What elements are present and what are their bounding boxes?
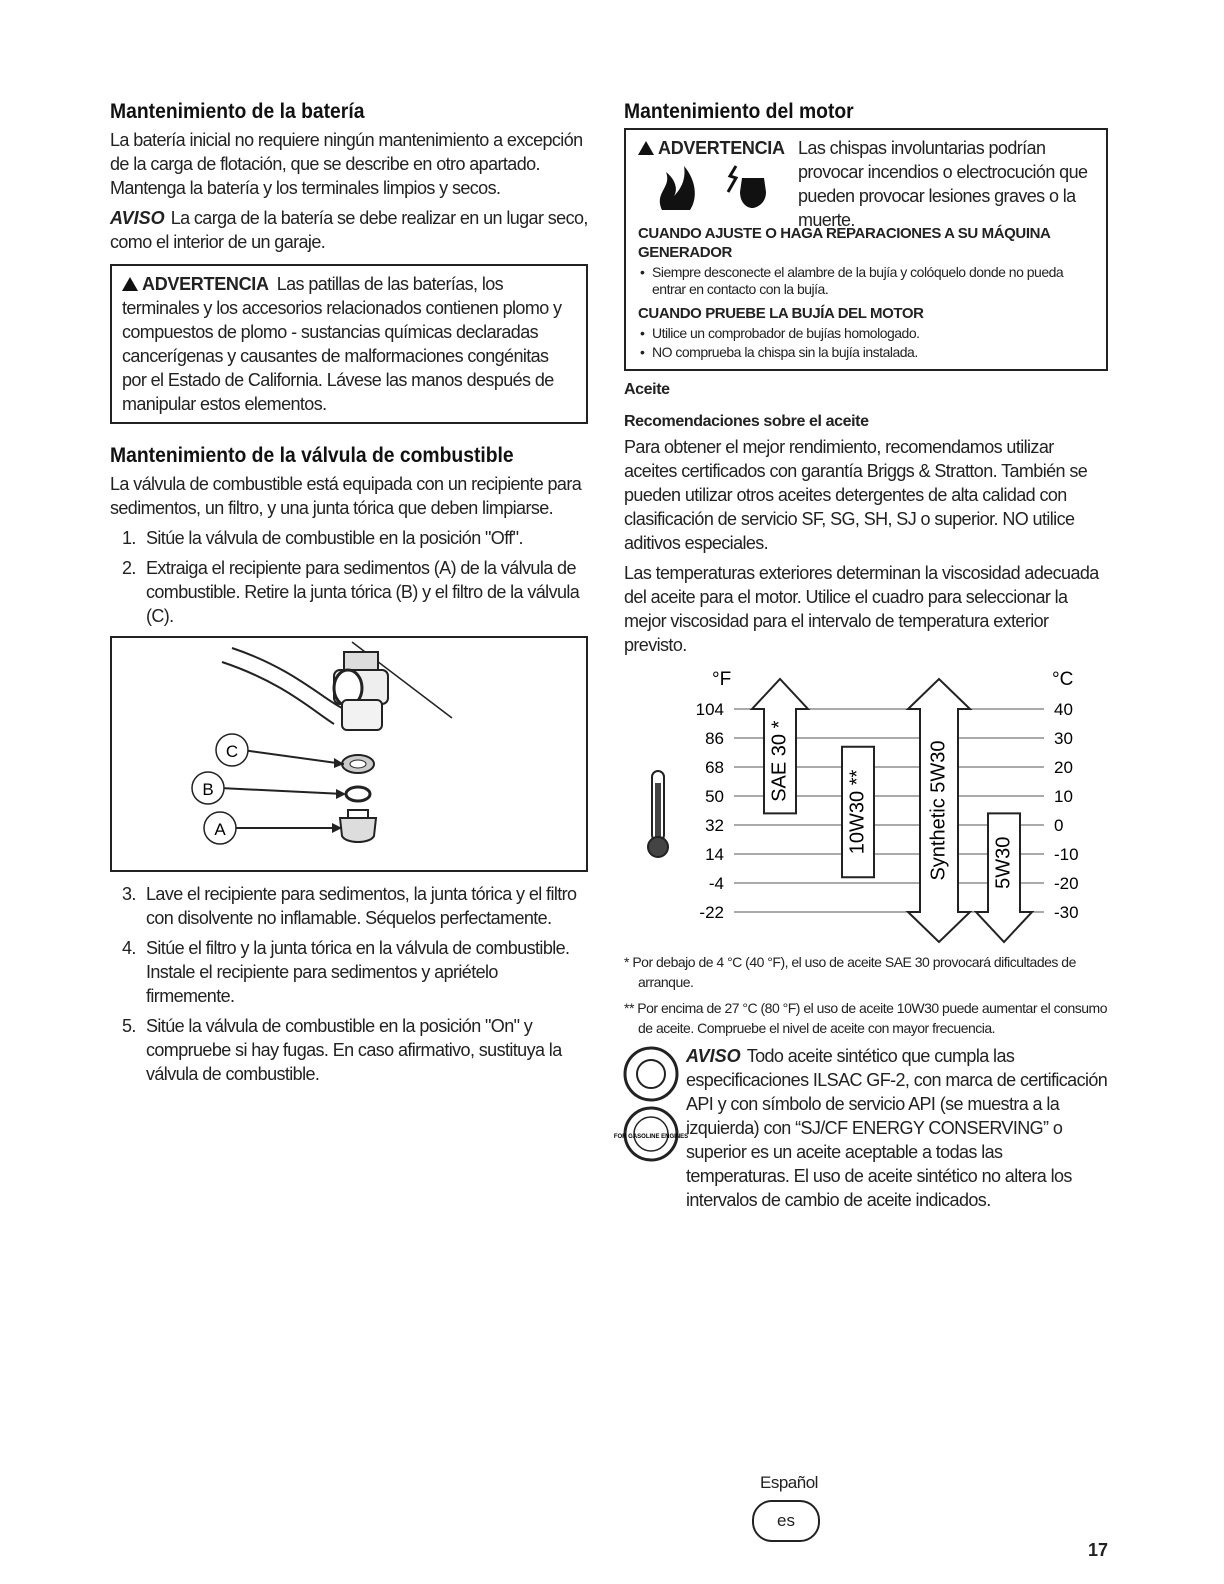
range-label: 10W30 **	[846, 769, 869, 855]
fire-shock-icons	[652, 162, 772, 214]
valve-steps-1	[110, 526, 588, 628]
label-b: B	[202, 780, 214, 799]
f-tick-label: -4	[708, 874, 724, 893]
battery-title: Mantenimiento de la batería	[110, 100, 365, 123]
valve-title: Mantenimiento de la válvula de combustible	[110, 444, 514, 467]
language-badge: es	[752, 1500, 820, 1542]
engine-bullet-3: • NO comprueba la chispa sin la bujía instalada.	[638, 344, 1096, 361]
thermometer-bulb	[648, 837, 668, 857]
range-label: SAE 30 *	[768, 720, 791, 802]
left-column	[110, 100, 588, 1092]
battery-paragraph: La batería inicial no requiere ningún mantenimiento a excepción de la carga de flotación, que se describe en otro apartado. Mantenga la batería y los terminales limpios y secos.	[110, 130, 583, 198]
engine-warning-box	[624, 128, 1108, 371]
range-label: Synthetic 5W30	[927, 740, 950, 881]
api-seal-icons	[613, 1046, 689, 1164]
f-unit-label: °F	[712, 669, 732, 690]
page-number: 17	[1088, 1540, 1109, 1560]
aviso-text: La carga de la batería se debe realizar en un lugar seco, como el interior de un garaje.	[110, 208, 588, 252]
fire-icon	[660, 166, 695, 210]
c-tick-label: -20	[1054, 874, 1079, 893]
engine-bullet-1: • Siempre desconecte el alambre de la bujía y colóquelo donde no pueda entrar en contacto con la bujía.	[638, 264, 1096, 298]
f-tick-label: 86	[705, 729, 724, 748]
valve-intro: La válvula de combustible está equipada con un recipiente para sedimentos, un filtro, y una junta tórica que deben limpiarse.	[110, 474, 582, 518]
engine-title: Mantenimiento del motor	[624, 100, 854, 123]
f-tick-label: 32	[705, 816, 724, 835]
engine-warning-text: Las chispas involuntarias podrían provocar incendios o electrocución que pueden provocar lesiones graves o la muerte.	[798, 138, 1088, 230]
step-4: 4. Sitúe el filtro y la junta tórica en la válvula de combustible. Instale el recipiente para sedimentos y apriételo firmemente.	[122, 938, 570, 1006]
engine-sub2: CUANDO PRUEBE LA BUJÍA DEL MOTOR	[638, 305, 924, 322]
shock-icon	[728, 166, 736, 192]
label-a: A	[214, 820, 226, 839]
engine-warning-label: ADVERTENCIA	[658, 138, 785, 158]
synthetic-aviso	[613, 1044, 1108, 1212]
battery-warning-box	[110, 264, 588, 424]
step-3: 3. Lave el recipiente para sedimentos, la junta tórica y el filtro con disolvente no inflamable. Séquelos perfectamente.	[122, 884, 577, 928]
f-tick-label: 50	[705, 787, 724, 806]
oil-rec-title: Recomendaciones sobre el aceite	[624, 413, 869, 430]
warning-triangle-icon	[638, 141, 654, 155]
f-tick-label: 104	[695, 700, 724, 719]
oil-aviso-text: Todo aceite sintético que cumpla las especificaciones ILSAC GF-2, con marca de certificación API y con símbolo de servicio API (se muestra a la izquierda) con “SJ/CF ENERGY CONSERVING” o superior es un aceite aceptable a todas las temperaturas. El uso de aceite sintético no altera los intervalos de cambio de aceite indicados.	[686, 1046, 1108, 1210]
warning-text: Las patillas de las baterías, los terminales y los accesorios relacionados contienen plomo y compuestos de plomo - sustancias químicas declaradas cancerígenas y causantes de malformaciones congénitas por el Estado de California. Lávese las manos después de manipular estos elementos.	[122, 274, 562, 414]
c-tick-label: -10	[1054, 845, 1079, 864]
f-tick-label: 68	[705, 758, 724, 777]
c-tick-label: 30	[1054, 729, 1073, 748]
range-label: 5W30	[992, 836, 1015, 889]
hand-icon	[740, 178, 766, 208]
footnote-1: * Por debajo de 4 °C (40 °F), el uso de aceite SAE 30 provocará dificultades de arranque.	[624, 954, 1076, 990]
c-tick-label: -30	[1054, 903, 1079, 922]
viscosity-chart	[624, 663, 1094, 947]
valve-steps-2	[110, 882, 588, 1086]
right-column	[613, 100, 1108, 1218]
battery-aviso	[110, 206, 588, 254]
thermometer-fill	[655, 783, 661, 843]
oil-aviso-label: AVISO	[686, 1046, 741, 1066]
step-5: 5. Sitúe la válvula de combustible en la posición "On" y compruebe si hay fugas. En caso afirmativo, sustituya la válvula de combustible.	[122, 1016, 562, 1084]
f-tick-label: -22	[699, 903, 724, 922]
c-tick-label: 40	[1054, 700, 1073, 719]
c-unit-label: °C	[1052, 669, 1074, 690]
label-c: C	[225, 742, 239, 761]
footer-language: Español	[760, 1473, 818, 1492]
f-tick-label: 14	[705, 845, 724, 864]
step-1: 1. Sitúe la válvula de combustible en la posición "Off".	[122, 528, 523, 548]
seal-text: FOR GASOLINE ENGINES	[613, 1134, 689, 1140]
c-tick-label: 0	[1054, 816, 1064, 835]
fuel-valve-illustration	[112, 638, 586, 866]
oil-paragraph-1: Para obtener el mejor rendimiento, recomendamos utilizar aceites certificados con garantía Briggs & Stratton. También se pueden utilizar otros aceites detergentes de alta calidad con clasificación de servicio SF, SG, SH, SJ o superior. NO utilice aditivos especiales.	[624, 437, 1088, 553]
warning-label: ADVERTENCIA	[142, 274, 269, 294]
engine-sub1: CUANDO AJUSTE O HAGA REPARACIONES A SU MÁQUINA GENERADOR	[638, 225, 1050, 261]
fuel-valve-figure	[110, 636, 588, 872]
step-2: 2. Extraiga el recipiente para sedimentos (A) de la válvula de combustible. Retire la junta tórica (B) y el filtro de la válvula (C).	[122, 558, 580, 626]
c-tick-label: 20	[1054, 758, 1073, 777]
engine-bullet-2: • Utilice un comprobador de bujías homologado.	[638, 325, 1096, 342]
aviso-label: AVISO	[110, 208, 165, 228]
oil-title: Aceite	[624, 381, 670, 398]
oil-paragraph-2: Las temperaturas exteriores determinan la viscosidad adecuada del aceite para el motor. Utilice el cuadro para seleccionar la mejor viscosidad para el intervalo de temperatura exterior previsto.	[624, 563, 1099, 655]
footnote-2: ** Por encima de 27 °C (80 °F) el uso de aceite 10W30 puede aumentar el consumo de aceite. Compruebe el nivel de aceite con mayor frecuencia.	[624, 1000, 1107, 1036]
warning-triangle-icon	[122, 277, 138, 291]
c-tick-label: 10	[1054, 787, 1073, 806]
